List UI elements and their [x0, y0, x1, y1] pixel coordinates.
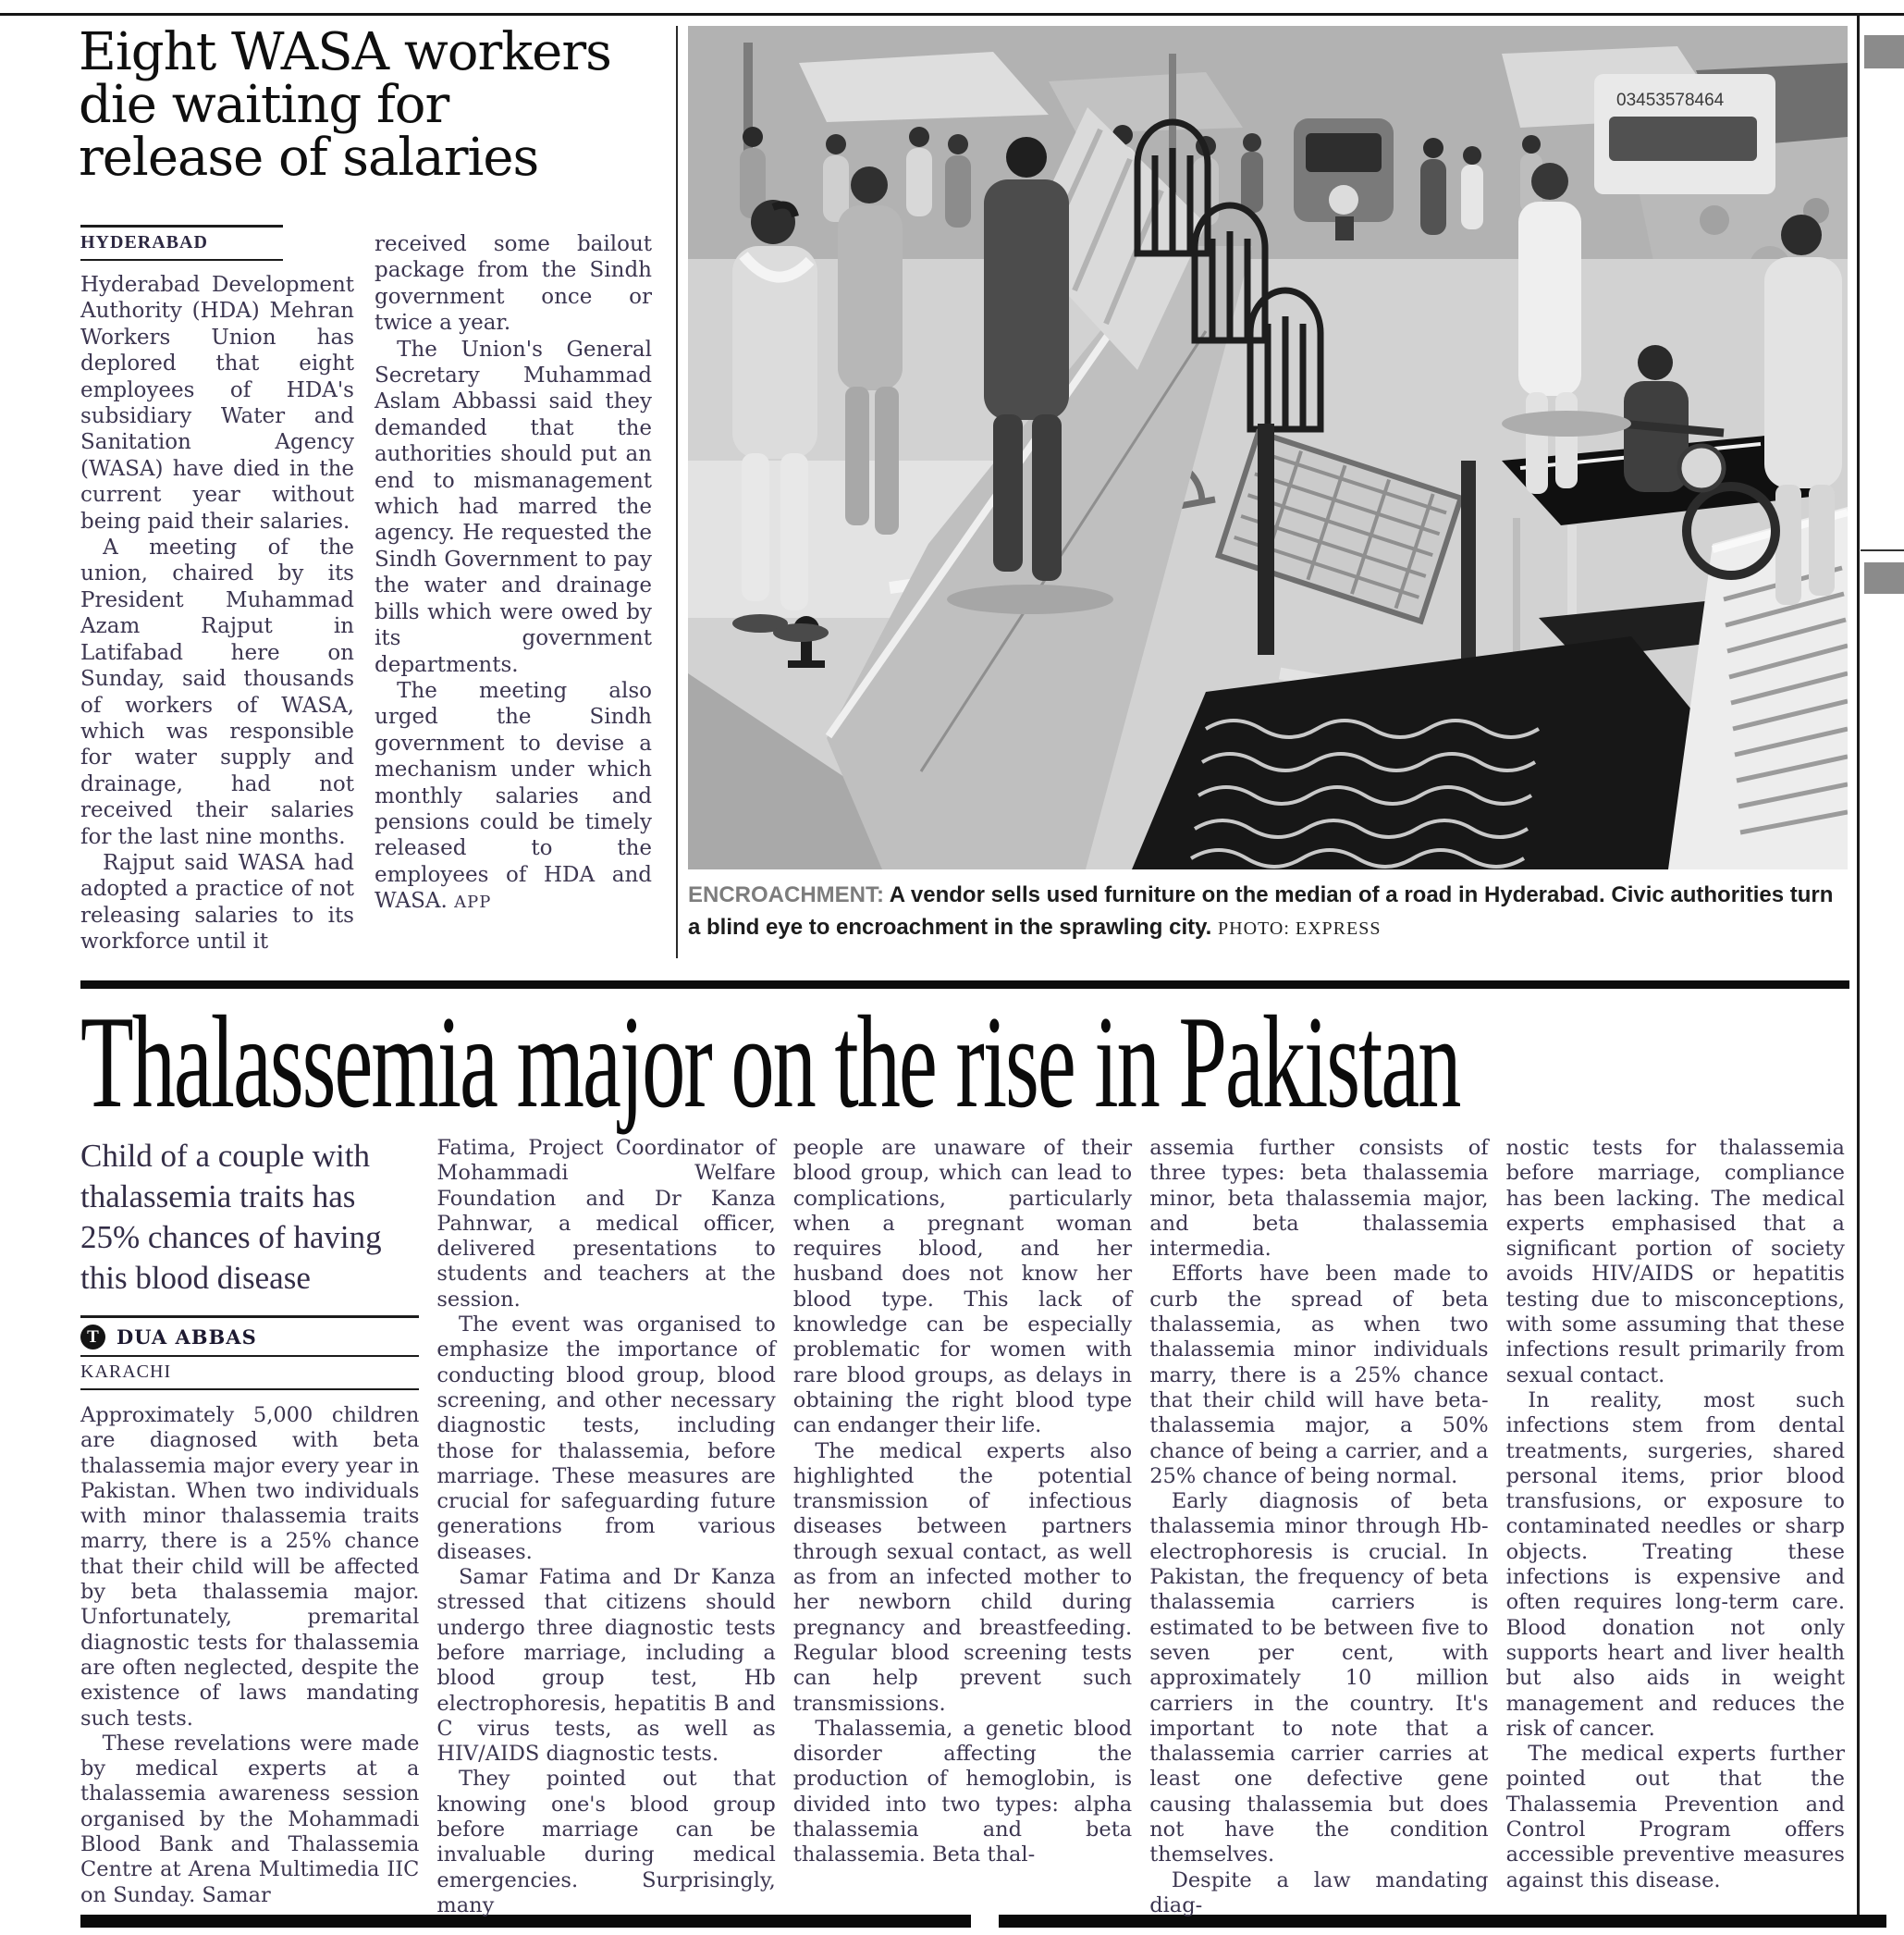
paragraph: Approximately 5,000 children are diagnosed with beta thalassemia major every year in Pakistan. When two individuals with minor thalassemia traits marry, there is a 25% chance that their child will be affected by beta thalassemia major. Unfortunately, premarital diagnostic tests for thalassemia are often neglected, despite the existence of laws mandating such tests.: [80, 1403, 420, 1731]
paragraph: people are unaware of their blood group, which can lead to complications, particularly when a pregnant woman requires blood, and her husband does not know her blood type. This lack of knowledge can be especially problematic for women with rare blood groups, as delays in obtaining the right blood type can endanger their life.: [792, 1136, 1133, 1438]
paragraph: A meeting of the union, chaired by its President Muhammad Azam Rajput in Latifabad here on Sunday, said thousands of workers of WASA, which was responsible for water supply and drainage, had not received their salaries for the last nine months.: [80, 536, 354, 849]
paragraph: Hyderabad Development Authority (HDA) Mehran Workers Union has deplored that eight employees of HDA's subsidiary Water and Sanitation Agency (WASA) have died in the current year without being paid their salaries.: [80, 273, 354, 534]
top-border-rule: [0, 13, 1904, 16]
photo-caption: [688, 879, 1849, 945]
thalassemia-column-3: [793, 1136, 1132, 1918]
article-photo-divider-rule: [676, 26, 678, 958]
wasa-article-column-1: [80, 225, 354, 955]
paragraph: These revelations were made by medical experts at a thalassemia awareness session organised by the Mohammadi Blood Bank and Thalassemia Centre at Arena Multimedia IIC on Sunday. Samar: [80, 1731, 420, 1907]
paragraph: The event was organised to emphasize the importance of conducting blood group, blood screening, and other necessary diagnostic tests, including those for thalassemia, before marriage. These measures are crucial for safeguarding future generations from various diseases.: [436, 1313, 776, 1564]
thalassemia-col3-text: [793, 1136, 1132, 1868]
margin-grey-block-top: [1864, 35, 1904, 68]
dateline: HYDERABAD: [80, 232, 208, 253]
paragraph: The medical experts further pointed out that the Thalassemia Prevention and Control Program offers accessible preventive measures against this disease.: [1505, 1742, 1845, 1892]
news-agency-credit: APP: [454, 893, 492, 913]
paragraph: Efforts have been made to curb the spread of beta thalassemia, as when two thalassemia minor individuals marry, there is a 25% chance that their child will have beta-thalassemia major, a 50% chance of being a carrier, and a 25% chance of being normal.: [1149, 1262, 1489, 1488]
paragraph: assemia further consists of three types: beta thalassemia minor, beta thalassemia major, and beta thalassemia intermedia.: [1149, 1136, 1489, 1262]
thalassemia-column-1: [80, 1136, 419, 1918]
headline-line: release of salaries: [79, 128, 539, 188]
paragraph: The medical experts also highlighted the potential transmission of infectious diseases between partners through sexual contact, as well as from an infected mother to her newborn child during pregnancy and breastfeeding. Regular blood screening tests can help prevent such transmissions.: [792, 1438, 1133, 1716]
paragraph: Early diagnosis of beta thalassemia minor through Hb-electrophoresis is crucial. In Pakistan, the frequency of beta thalassemia carriers is estimated to be between five to seven per cent, with approximately 10 million carriers in the country. It's important to note that a thalassemia carrier carries at least one defective gene causing thalassemia but does not have the condition themselves.: [1149, 1489, 1489, 1867]
thalassemia-column-5: [1506, 1136, 1845, 1918]
thalassemia-column-2: [436, 1136, 775, 1918]
paragraph: nostic tests for thalassemia before marriage, compliance has been lacking. The medical experts emphasised that a significant portion of society avoids HIV/AIDS or hepatitis testing due to misconceptions, with some assuming that these infections result primarily from sexual contact.: [1505, 1136, 1845, 1387]
thalassemia-col1-text: [80, 1403, 419, 1908]
thalassemia-col4-text: [1149, 1136, 1488, 1918]
thalassemia-col2-text: [436, 1136, 775, 1918]
paragraph: Samar Fatima and Dr Kanza stressed that citizens should undergo three diagnostic tests before marriage, including a blood group test, Hb electrophoresis, hepatitis B and C virus tests, as well as HIV/AIDS diagnostic tests.: [436, 1565, 776, 1767]
paragraph: Despite a law mandating diag-: [1149, 1867, 1489, 1917]
caption-text: A vendor sells used furniture on the median of a road in Hyderabad. Civic authorities turn a blind eye to encroachment in the sprawling city.: [688, 882, 1834, 940]
thalassemia-col5-text: [1506, 1136, 1845, 1893]
caption-label: ENCROACHMENT:: [688, 882, 884, 907]
dateline: KARACHI: [80, 1362, 172, 1382]
svg-text:03453578464: 03453578464: [1616, 91, 1725, 110]
wasa-col1-text: [80, 272, 354, 955]
thalassemia-article-body: [80, 1136, 1845, 1918]
headline-line: die waiting for: [79, 75, 449, 135]
paragraph: Thalassemia, a genetic blood disorder affecting the production of hemoglobin, is divided into two types: alpha thalassemia and beta thalassemia. Beta thal-: [792, 1716, 1133, 1867]
wasa-col2-text: [375, 231, 652, 678]
wasa-article-headline: [79, 22, 670, 188]
byline-author: DUA ABBAS: [117, 1325, 257, 1349]
pickup-truck: [1594, 74, 1775, 194]
margin-separator-line: [1861, 549, 1904, 551]
article-subhead: Child of a couple with thalassemia traits has 25% chances of having this blood disease: [80, 1138, 382, 1296]
paragraph: Rajput said WASA had adopted a practice of not releasing salaries to its workforce until it: [80, 850, 354, 955]
headline-line: Eight WASA workers: [79, 22, 611, 82]
paragraph: The Union's General Secretary Muhammad Aslam Abbassi said they demanded that the authorities should put an end to mismanagement which had marred the agency. He requested the Sindh Government to pay the water and drainage bills which were owed by its government departments.: [375, 337, 652, 677]
right-column-rule: [1857, 13, 1860, 1920]
paragraph: In reality, most such infections stem from dental treatments, surgeries, shared personal items, prior blood transfusions, or exposure to contaminated needles or sharp objects. Treating these infections is expensive and often requires long-term care. Blood donation not only supports heart and liver health but also aids in weight management and reduces the risk of cancer.: [1505, 1387, 1845, 1741]
section-divider-rule: [80, 980, 1849, 989]
paragraph: received some bailout package from the Sindh government once or twice a year.: [375, 232, 652, 336]
thalassemia-column-4: [1149, 1136, 1488, 1918]
street-scene-illustration: [688, 26, 1848, 869]
wasa-last-paragraph: The meeting also urged the Sindh government to devise a mechanism under which monthly salaries and pensions could be timely released to the employees of HDA and WASA. APP: [375, 678, 652, 914]
byline-block: [80, 1315, 419, 1390]
paragraph: They pointed out that knowing one's blood group before marriage can be invaluable during medical emergencies. Surprisingly, many: [436, 1767, 776, 1917]
paragraph: Fatima, Project Coordinator of Mohammadi Welfare Foundation and Dr Kanza Pahnwar, a medical officer, delivered presentations to students and teachers at the session.: [436, 1136, 776, 1312]
wasa-article-column-2: [375, 231, 652, 917]
thalassemia-headline: Thalassemia major on the rise in Pakistan: [80, 989, 1460, 1135]
encroachment-photo: [688, 26, 1848, 869]
dateline-block: [80, 225, 283, 261]
tribune-logo-icon: T: [80, 1325, 105, 1350]
photo-credit: PHOTO: EXPRESS: [1218, 918, 1382, 939]
margin-grey-block-bottom: [1864, 562, 1904, 594]
